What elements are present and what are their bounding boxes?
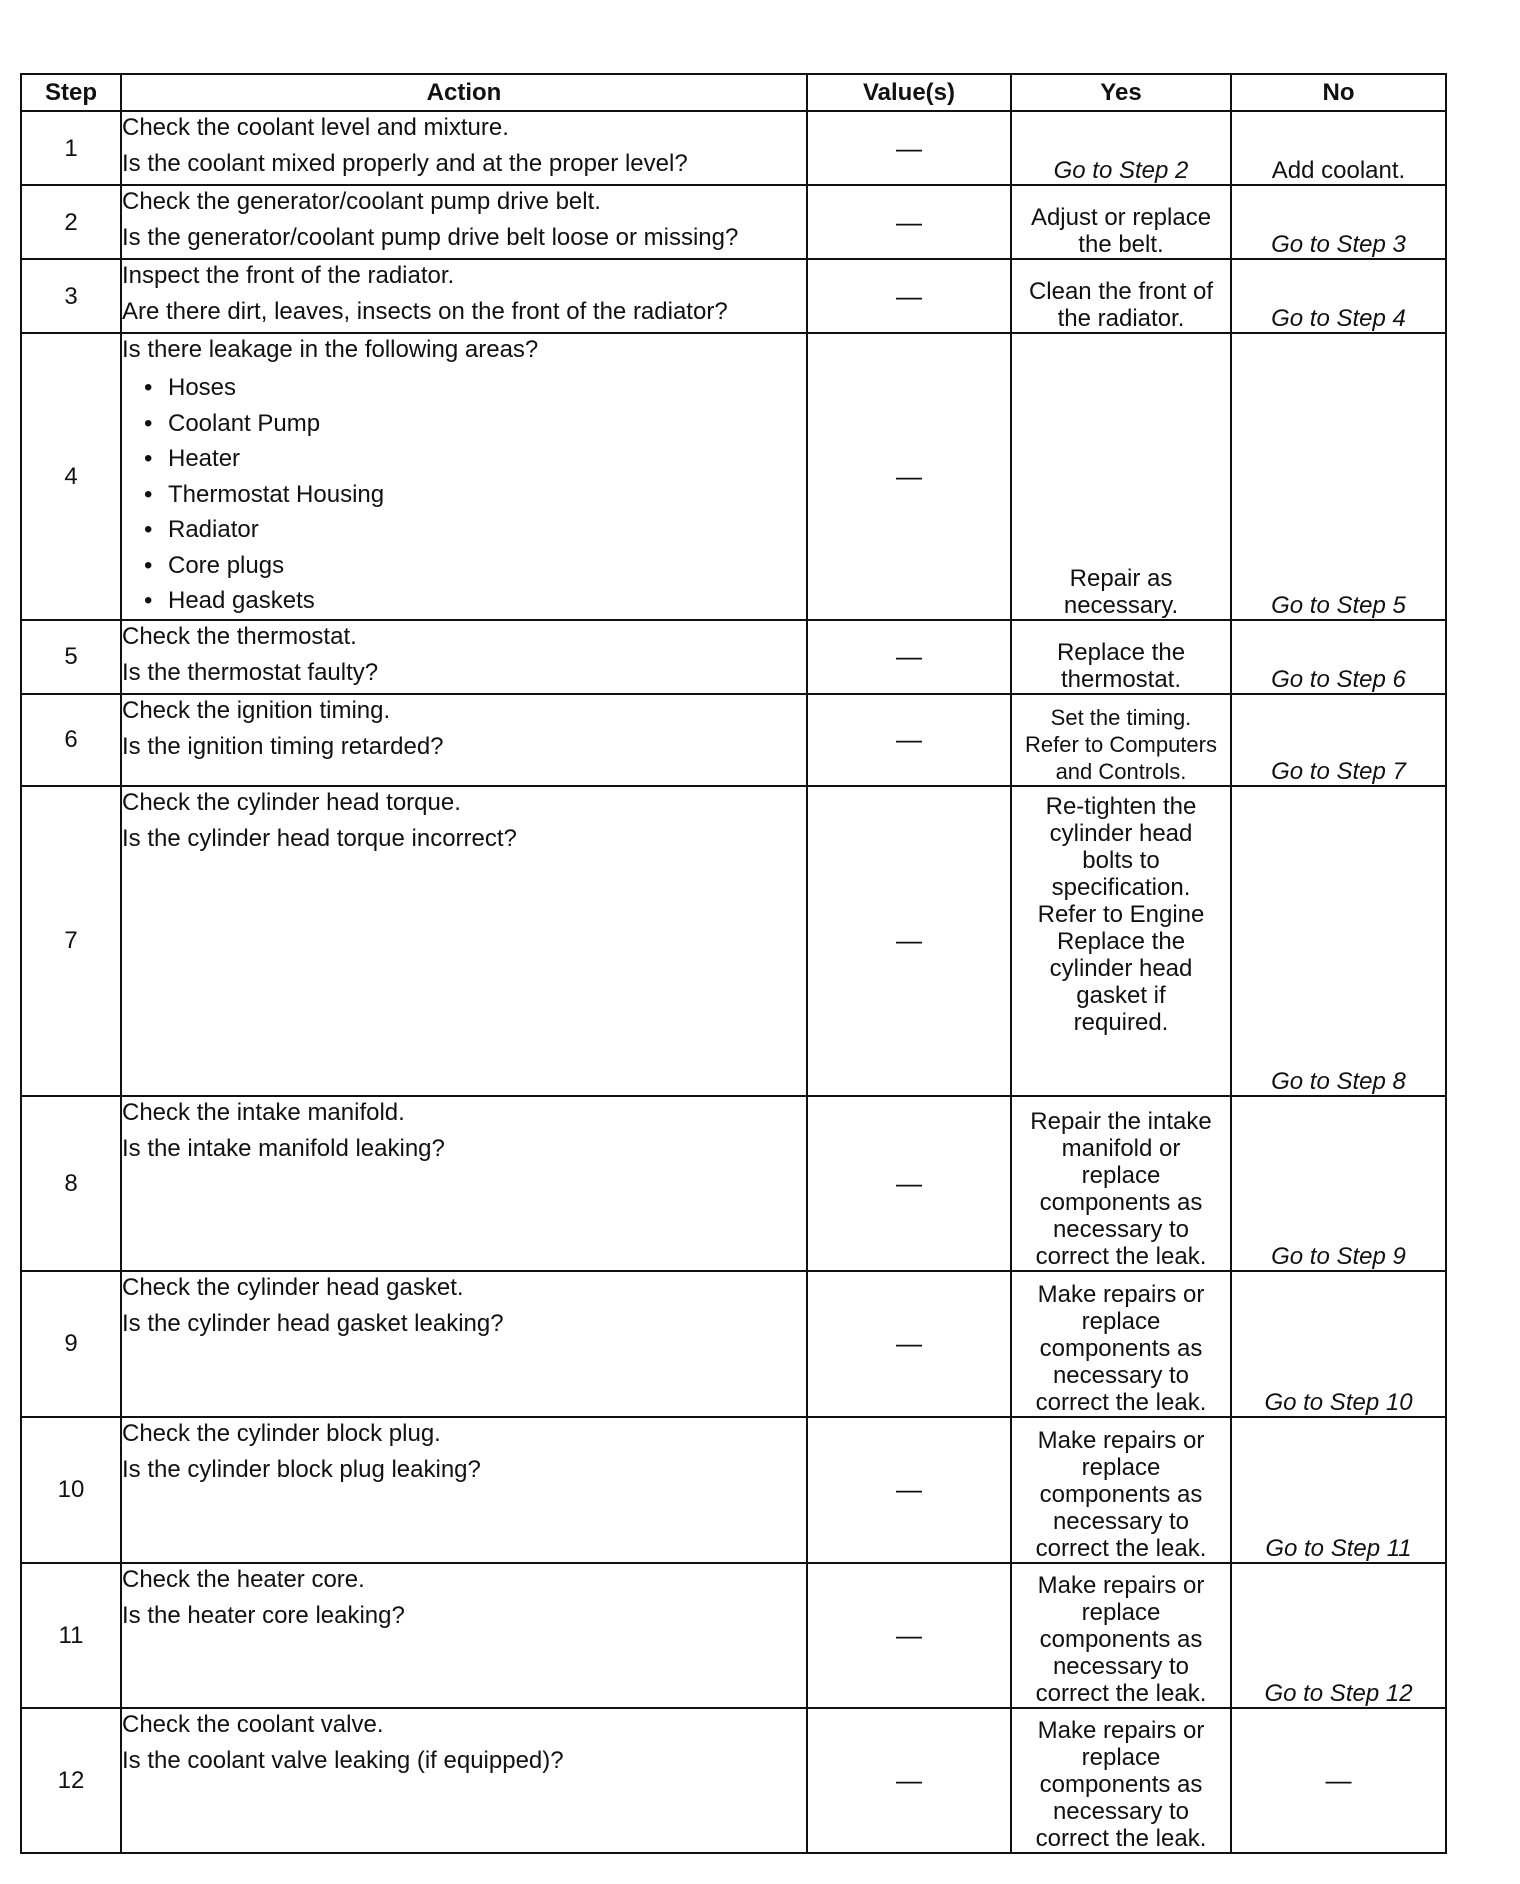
action-line: Is the ignition timing retarded? <box>122 732 444 760</box>
no-text: Go to Step 6 <box>1271 665 1406 693</box>
yes-cell <box>1011 111 1231 185</box>
step-number: 1 <box>21 111 121 185</box>
table-row <box>21 1708 1446 1853</box>
table-row <box>21 1096 1446 1271</box>
table-row <box>21 1417 1446 1563</box>
no-text: — <box>1325 1764 1352 1795</box>
no-cell <box>1231 1708 1446 1853</box>
yes-cell <box>1011 1096 1231 1271</box>
action-line: Check the cylinder head torque. <box>122 788 461 816</box>
action-line: Check the ignition timing. <box>122 696 391 724</box>
header-no: No <box>1231 74 1446 111</box>
list-item: • Heater <box>144 445 241 472</box>
yes-cell <box>1011 694 1231 786</box>
table-row <box>21 620 1446 694</box>
yes-cell <box>1011 1271 1231 1417</box>
no-text: Go to Step 8 <box>1271 1067 1406 1095</box>
no-cell <box>1231 1096 1446 1271</box>
action-line: Is the thermostat faulty? <box>122 658 379 686</box>
no-cell <box>1231 694 1446 786</box>
diagnostic-table <box>20 73 1447 1854</box>
table-row <box>21 185 1446 259</box>
action-line: Is the generator/coolant pump drive belt loose or missing? <box>122 224 739 251</box>
yes-cell <box>1011 1563 1231 1708</box>
action-cell <box>121 185 807 259</box>
step-number: 2 <box>21 185 121 259</box>
action-cell <box>121 1708 807 1853</box>
no-cell <box>1231 1563 1446 1708</box>
list-item: • Coolant Pump <box>144 409 321 437</box>
no-text: Go to Step 10 <box>1264 1388 1413 1416</box>
no-text: Go to Step 12 <box>1264 1679 1413 1707</box>
list-item: • Radiator <box>144 516 259 543</box>
yes-text: Adjust or replace the belt. <box>1030 204 1212 258</box>
list-item: • Core plugs <box>144 551 285 579</box>
action-line: Is the coolant mixed properly and at the proper level? <box>122 150 688 177</box>
table-row <box>21 111 1446 185</box>
header-step: Step <box>21 74 121 111</box>
action-cell <box>121 1563 807 1708</box>
action-line: Check the coolant valve. <box>122 1710 384 1738</box>
yes-text: Repair as necessary. <box>1063 564 1179 619</box>
action-line: Check the coolant level and mixture. <box>122 114 509 141</box>
table-row <box>21 786 1446 1096</box>
step-number: 3 <box>21 259 121 333</box>
value-cell: — <box>807 1096 1011 1271</box>
action-cell <box>121 1417 807 1563</box>
no-cell <box>1231 1271 1446 1417</box>
yes-text: Make repairs or replace components as necessary to correct the leak. <box>1035 1716 1207 1852</box>
yes-text: Repair the intake manifold or replace components as necessary to correct the leak. <box>1030 1107 1212 1270</box>
yes-text: Make repairs or replace components as necessary to correct the leak. <box>1035 1571 1207 1707</box>
no-text: Go to Step 9 <box>1271 1242 1406 1270</box>
value-cell: — <box>807 1708 1011 1853</box>
no-text: Add coolant. <box>1271 157 1406 184</box>
action-line: Is the cylinder block plug leaking? <box>122 1455 481 1483</box>
action-cell <box>121 1096 807 1271</box>
table-row <box>21 1271 1446 1417</box>
action-line: Check the cylinder block plug. <box>122 1419 441 1447</box>
yes-text: Replace the thermostat. <box>1056 638 1186 693</box>
step-number: 9 <box>21 1271 121 1417</box>
action-line: Are there dirt, leaves, insects on the front of the radiator? <box>122 298 728 325</box>
action-line: Is the cylinder head torque incorrect? <box>122 824 517 852</box>
action-cell <box>121 333 807 620</box>
step-number: 10 <box>21 1417 121 1563</box>
action-cell <box>121 694 807 786</box>
list-item: • Head gaskets <box>144 587 315 614</box>
yes-cell <box>1011 786 1231 1096</box>
yes-text: Make repairs or replace components as necessary to correct the leak. <box>1035 1426 1207 1562</box>
value-cell: — <box>807 1271 1011 1417</box>
action-line: Check the intake manifold. <box>122 1098 405 1126</box>
table-row <box>21 259 1446 333</box>
action-cell <box>121 620 807 694</box>
action-line: Is the heater core leaking? <box>122 1601 405 1629</box>
step-number: 8 <box>21 1096 121 1271</box>
leak-area-list <box>122 370 806 619</box>
action-line: Is the intake manifold leaking? <box>122 1134 445 1162</box>
value-cell: — <box>807 259 1011 333</box>
action-cell <box>121 259 807 333</box>
yes-cell <box>1011 620 1231 694</box>
step-number: 7 <box>21 786 121 1096</box>
value-cell: — <box>807 111 1011 185</box>
action-line: Check the cylinder head gasket. <box>122 1273 464 1301</box>
table-row <box>21 1563 1446 1708</box>
action-line: Inspect the front of the radiator. <box>122 262 455 289</box>
step-number: 4 <box>21 333 121 620</box>
yes-cell <box>1011 259 1231 333</box>
action-line: Is the coolant valve leaking (if equipped)? <box>122 1746 564 1774</box>
no-text: Go to Step 11 <box>1265 1534 1412 1562</box>
yes-cell <box>1011 1417 1231 1563</box>
step-number: 6 <box>21 694 121 786</box>
yes-cell <box>1011 185 1231 259</box>
yes-text: Make repairs or replace components as necessary to correct the leak. <box>1035 1280 1207 1416</box>
action-cell <box>121 786 807 1096</box>
list-item: • Thermostat Housing <box>144 480 385 508</box>
table-row <box>21 333 1446 620</box>
no-cell <box>1231 185 1446 259</box>
step-number: 5 <box>21 620 121 694</box>
no-cell <box>1231 259 1446 333</box>
no-text: Go to Step 4 <box>1271 305 1406 332</box>
action-line: Check the generator/coolant pump drive belt. <box>122 188 601 215</box>
action-cell <box>121 111 807 185</box>
no-cell <box>1231 1417 1446 1563</box>
no-text: Go to Step 7 <box>1271 757 1406 785</box>
value-cell: — <box>807 694 1011 786</box>
yes-text: Set the timing. Refer to Computers and Controls. <box>1025 704 1217 784</box>
step-number: 12 <box>21 1708 121 1853</box>
header-row <box>21 74 1446 111</box>
action-line: Check the heater core. <box>122 1565 365 1593</box>
no-cell <box>1231 786 1446 1096</box>
yes-cell <box>1011 333 1231 620</box>
yes-text: Re-tighten the cylinder head bolts to specification. Refer to Engine Replace the cylinder head gasket if required. <box>1037 792 1205 1036</box>
yes-cell <box>1011 1708 1231 1853</box>
no-text: Go to Step 3 <box>1271 231 1406 258</box>
value-cell: — <box>807 333 1011 620</box>
value-cell: — <box>807 620 1011 694</box>
header-action: Action <box>121 74 807 111</box>
value-cell: — <box>807 1417 1011 1563</box>
table-row <box>21 694 1446 786</box>
action-line: Check the thermostat. <box>122 622 357 650</box>
value-cell: — <box>807 185 1011 259</box>
yes-text: Go to Step 2 <box>1053 157 1189 184</box>
value-cell: — <box>807 1563 1011 1708</box>
header-yes: Yes <box>1011 74 1231 111</box>
no-cell <box>1231 620 1446 694</box>
action-cell <box>121 1271 807 1417</box>
action-line: Is the cylinder head gasket leaking? <box>122 1309 504 1337</box>
value-cell: — <box>807 786 1011 1096</box>
no-cell <box>1231 333 1446 620</box>
no-cell <box>1231 111 1446 185</box>
action-line: Is there leakage in the following areas? <box>122 336 539 363</box>
no-text: Go to Step 5 <box>1271 591 1406 619</box>
list-item: • Hoses <box>144 374 237 401</box>
header-values: Value(s) <box>807 74 1011 111</box>
yes-text: Clean the front of the radiator. <box>1028 278 1214 332</box>
step-number: 11 <box>21 1563 121 1708</box>
